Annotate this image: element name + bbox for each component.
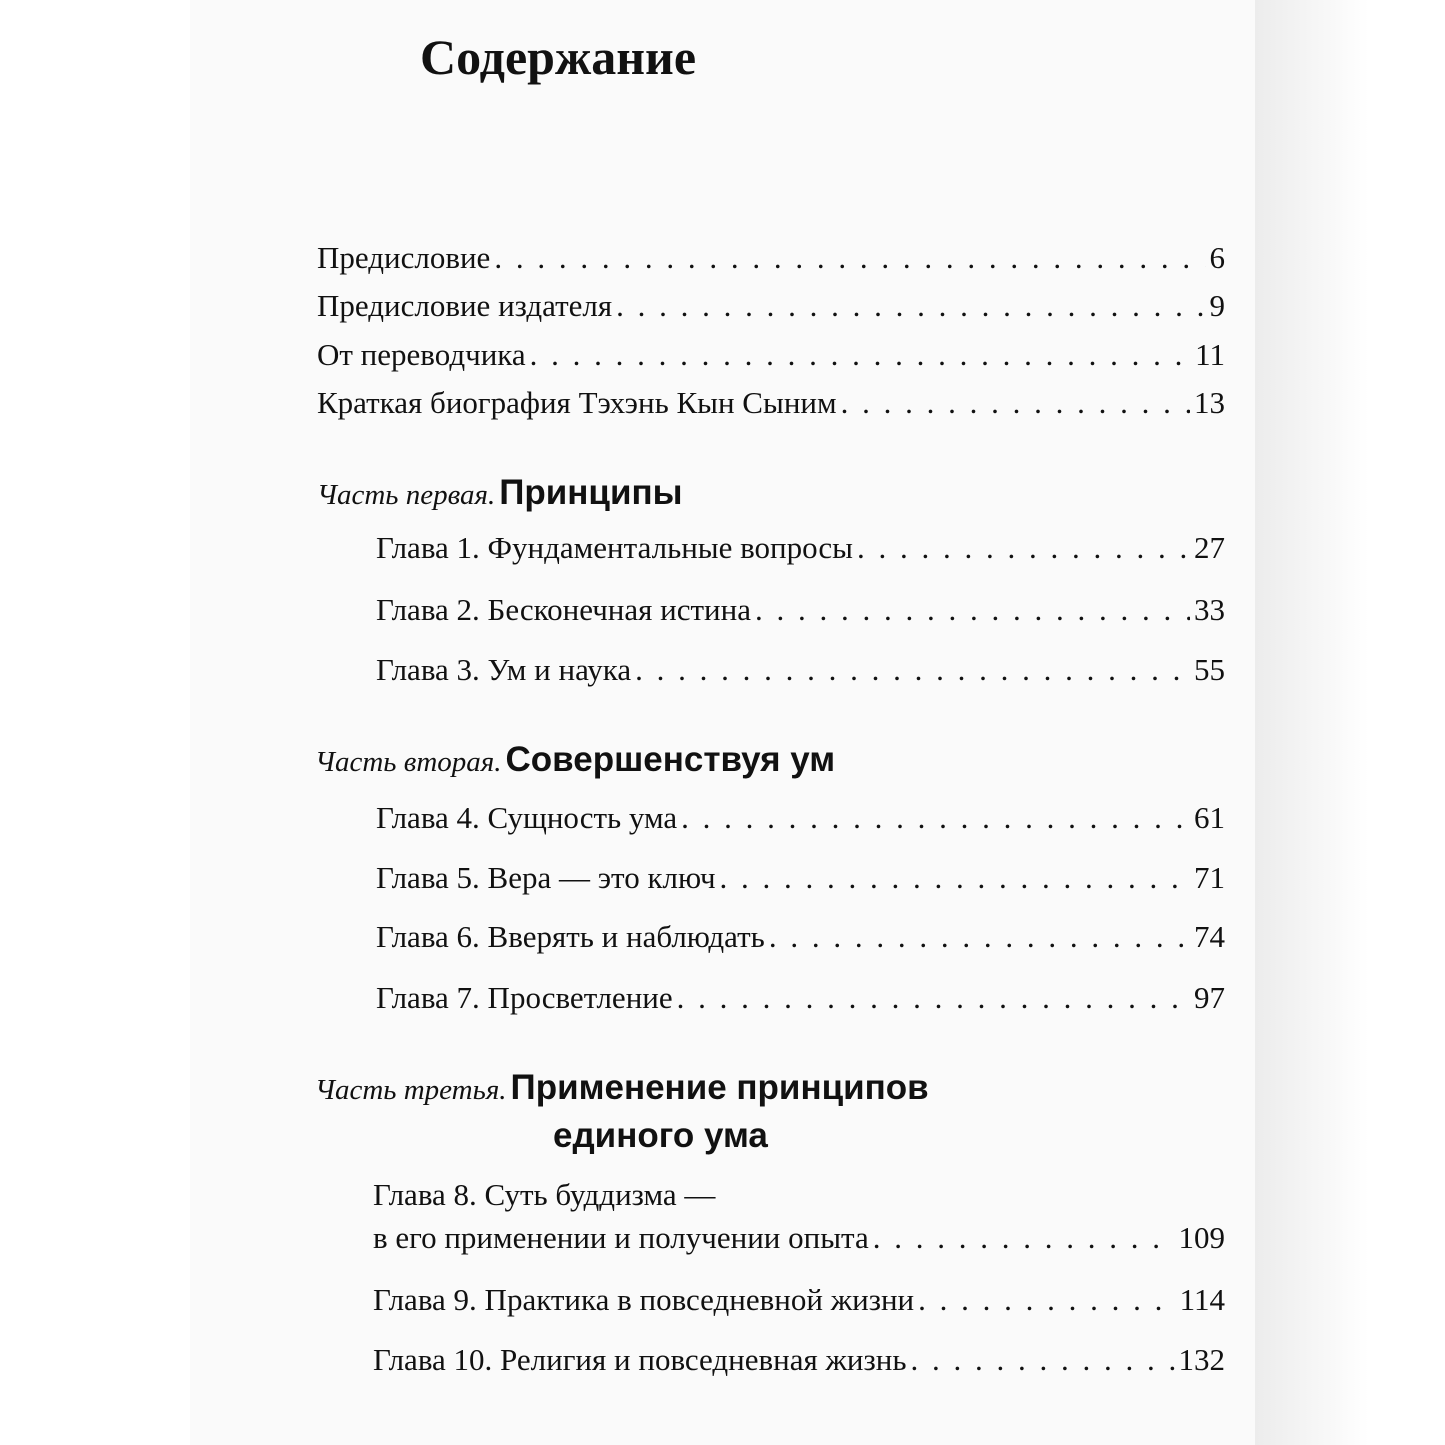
- dot-leader: [873, 1220, 1175, 1256]
- toc-entry-page: 9: [1209, 288, 1225, 323]
- toc-entry-label: Глава 5. Вера — это ключ: [376, 860, 716, 895]
- toc-entry: [373, 1282, 1225, 1326]
- toc-entry: [317, 240, 1225, 284]
- part-title: Совершенствуя ум: [505, 740, 836, 779]
- dot-leader: [857, 530, 1190, 566]
- part-title: Применение принципов: [510, 1068, 929, 1107]
- toc-entry-page: 71: [1194, 860, 1225, 895]
- toc-entry: [376, 860, 1225, 904]
- toc-entry-label: Глава 9. Практика в повседневной жизни: [373, 1282, 915, 1317]
- toc-entry: [376, 800, 1225, 844]
- toc-entry: [317, 337, 1225, 381]
- dot-leader: [616, 288, 1205, 324]
- dot-leader: [677, 980, 1190, 1016]
- toc-entry-page: 6: [1209, 240, 1225, 275]
- toc-entry-page: 11: [1195, 337, 1225, 372]
- toc-entry: [317, 288, 1225, 332]
- dot-leader: [841, 385, 1190, 421]
- toc-entry-label: в его применении и получении опыта: [373, 1220, 869, 1255]
- dot-leader: [911, 1342, 1175, 1378]
- toc-entry-label: Глава 1. Фундаментальные вопросы: [376, 530, 854, 565]
- dot-leader: [769, 919, 1190, 955]
- toc-entry-page: 97: [1194, 980, 1225, 1015]
- toc-entry-label: Глава 3. Ум и наука: [376, 652, 632, 687]
- dot-leader: [681, 800, 1190, 836]
- dot-leader: [755, 592, 1190, 628]
- toc-entry-label: Краткая биография Тэхэнь Кын Сыним: [317, 385, 837, 420]
- part-number: Часть третья.: [315, 1074, 507, 1106]
- part-heading: [317, 473, 683, 513]
- toc-entry-label: Глава 4. Сущность ума: [376, 800, 678, 835]
- toc-entry-label: Глава 10. Религия и повседневная жизнь: [373, 1342, 907, 1377]
- part-title-continued: единого ума: [553, 1116, 768, 1155]
- dot-leader: [530, 337, 1192, 373]
- left-margin: [0, 0, 190, 1445]
- toc-entry-label: Предисловие издателя: [317, 288, 613, 323]
- part-number: Часть вторая.: [315, 746, 502, 778]
- toc-entry-page: 55: [1194, 652, 1225, 687]
- page-edge-shadow: [1255, 0, 1445, 1445]
- toc-entry: [317, 385, 1225, 429]
- toc-entry-label: От переводчика: [317, 337, 526, 372]
- toc-entry: [373, 1220, 1225, 1264]
- toc-entry: [376, 652, 1225, 696]
- dot-leader: [494, 240, 1205, 276]
- page-title: Содержание: [420, 29, 697, 85]
- toc-entry-page: 74: [1194, 919, 1225, 954]
- toc-entry: [376, 530, 1225, 574]
- toc-entry-label: Глава 6. Вверять и наблюдать: [376, 919, 765, 954]
- toc-entry-page: 61: [1194, 800, 1225, 835]
- toc-entry-page: 114: [1179, 1282, 1225, 1317]
- toc-entry-page: 13: [1194, 385, 1225, 420]
- dot-leader: [635, 652, 1190, 688]
- part-number: Часть первая.: [317, 479, 496, 511]
- toc-entry-label: Глава 7. Просветление: [376, 980, 673, 1015]
- toc-entry-label: Глава 8. Суть буддизма —: [373, 1177, 716, 1212]
- part-heading: [315, 1068, 929, 1108]
- dot-leader: [918, 1282, 1176, 1318]
- part-title: Принципы: [499, 473, 683, 512]
- toc-entry-label: Предисловие: [317, 240, 491, 275]
- toc-entry: [376, 980, 1225, 1024]
- toc-entry-label: Глава 2. Бесконечная истина: [376, 592, 751, 627]
- toc-entry-page: 33: [1194, 592, 1225, 627]
- toc-entry: [376, 592, 1225, 636]
- toc-entry: [373, 1342, 1225, 1386]
- toc-entry-page: 132: [1178, 1342, 1225, 1377]
- part-heading: [315, 740, 835, 780]
- toc-entry-page: 27: [1194, 530, 1225, 565]
- toc-entry: [376, 919, 1225, 963]
- dot-leader: [720, 860, 1190, 896]
- toc-entry-page: 109: [1178, 1220, 1225, 1255]
